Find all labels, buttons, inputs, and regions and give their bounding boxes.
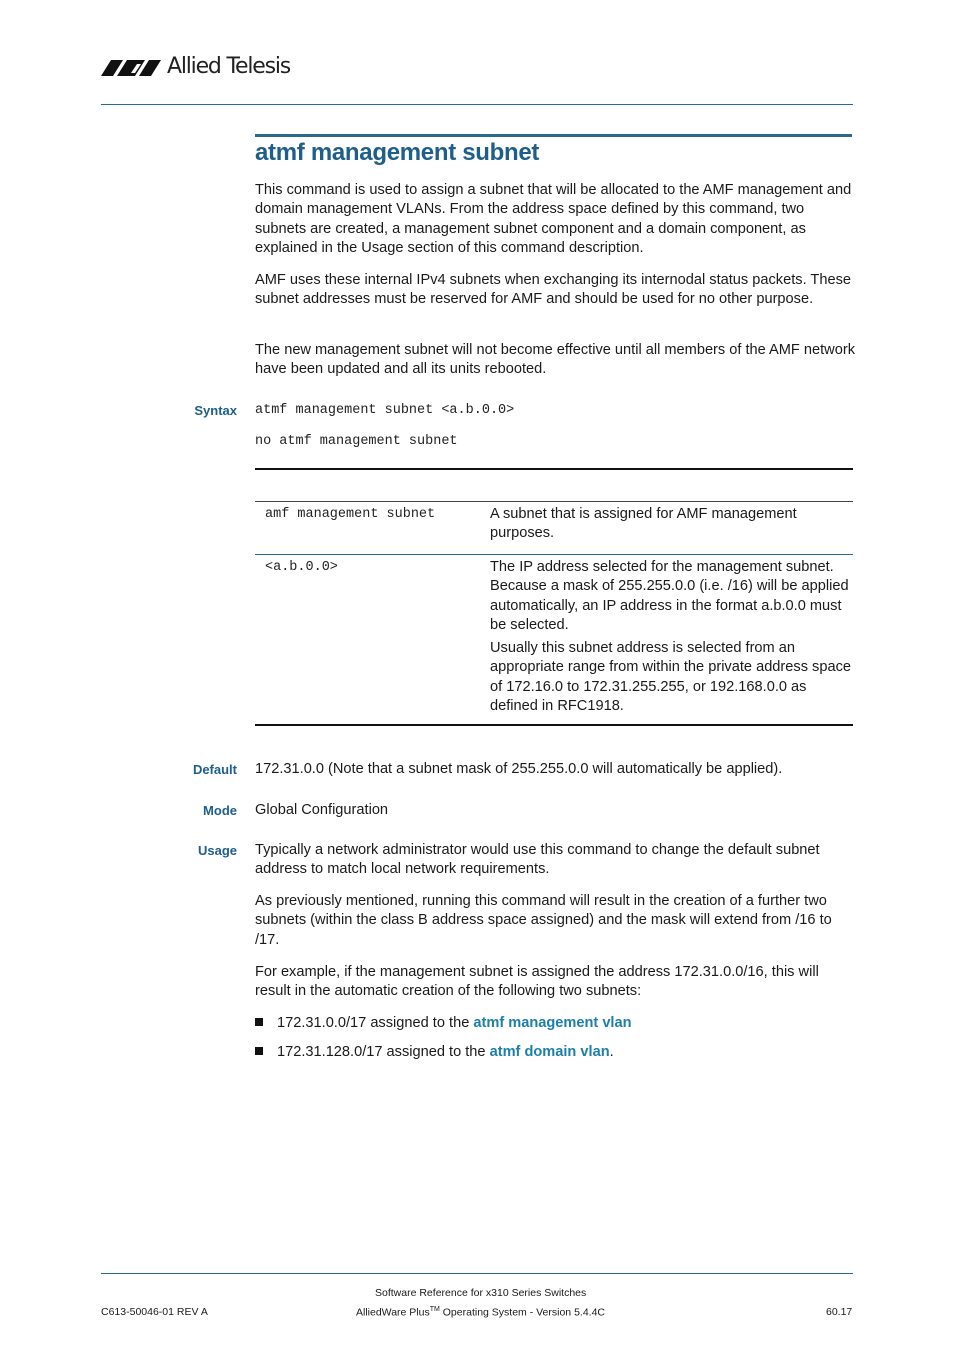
usage-paragraph-1: Typically a network administrator would use this command to change the default subnet address to match local network requirements. xyxy=(255,842,820,878)
footer-os-version xyxy=(356,1306,605,1319)
logo-mark-icon xyxy=(101,56,163,76)
allied-telesis-logo xyxy=(101,50,290,82)
usage-paragraph-3: For example, if the management subnet is assigned the address 172.31.0.0/16, this will result in the automatic creation of the following two subnets: xyxy=(255,964,819,1000)
list-item xyxy=(255,1043,614,1062)
usage-paragraph-2: As previously mentioned, running this command will result in the creation of a further two subnets (within the class B address space assigned) and the mask will extend from /16 to /17. xyxy=(255,893,832,948)
footer-doc-id: C613-50046-01 REV A xyxy=(101,1306,208,1318)
syntax-label: Syntax xyxy=(194,403,237,418)
list-item xyxy=(255,1014,632,1033)
header-rule xyxy=(101,104,853,105)
table-row-1-param: amf management subnet xyxy=(265,507,436,522)
syntax-line-1: atmf management subnet <a.b.0.0> xyxy=(255,403,515,418)
atmf-management-vlan-link[interactable]: atmf management vlan xyxy=(473,1015,632,1031)
usage-label: Usage xyxy=(197,843,237,858)
footer-rule xyxy=(101,1273,853,1274)
table-top-rule xyxy=(255,468,853,470)
title-rule xyxy=(255,134,852,137)
mode-label: Mode xyxy=(203,803,237,818)
list-item-text: 172.31.128.0/17 assigned to the xyxy=(277,1044,490,1060)
footer-trademark: TM xyxy=(429,1306,440,1313)
footer-title: Software Reference for x310 Series Switches xyxy=(375,1287,587,1299)
table-row-2-param: <a.b.0.0> xyxy=(265,560,338,575)
intro-paragraph-2: AMF uses these internal IPv4 subnets when exchanging its internodal status packets. These subnet addresses must be reserved for AMF and should be used for no other purpose. xyxy=(255,272,851,308)
intro-paragraph-3: The new management subnet will not become effective until all members of the AMF network have been updated and all its units rebooted. xyxy=(255,342,855,378)
table-row-2-desc-1: The IP address selected for the management subnet. Because a mask of 255.255.0.0 (i.e. /16) will be applied automatically, an IP address in the format a.b.0.0 must be selected. xyxy=(490,559,849,634)
bullet-square-icon xyxy=(255,1047,263,1055)
table-row-rule xyxy=(255,554,853,555)
table-bottom-rule xyxy=(255,724,853,726)
atmf-domain-vlan-link[interactable]: atmf domain vlan xyxy=(489,1044,610,1060)
logo-text: Allied Telesis xyxy=(167,53,290,79)
footer-os-name: AlliedWare Plus xyxy=(356,1306,430,1319)
default-label: Default xyxy=(192,762,237,777)
table-header-rule xyxy=(255,501,853,502)
footer-os-suffix: Operating System - Version 5.4.4C xyxy=(439,1306,606,1319)
table-row-1-desc: A subnet that is assigned for AMF management purposes. xyxy=(490,506,797,542)
default-text: 172.31.0.0 (Note that a subnet mask of 255.255.0.0 will automatically be applied). xyxy=(255,761,783,777)
list-item-text: 172.31.0.0/17 assigned to the xyxy=(277,1015,474,1031)
table-row-2-desc-2: Usually this subnet address is selected from an appropriate range from within the private address space of 172.16.0 to 172.31.255.255, or 192.168.0.0 as defined in RFC1918. xyxy=(490,640,851,715)
bullet-square-icon xyxy=(255,1018,263,1026)
mode-text: Global Configuration xyxy=(255,802,389,818)
list-item-suffix: . xyxy=(609,1044,614,1060)
intro-paragraph-1: This command is used to assign a subnet that will be allocated to the AMF management and domain management VLANs. From the address space defined by this command, two subnets are created, a management subnet component and a domain component, as explained in the Usage section of this command description. xyxy=(255,182,852,257)
footer-page-number: 60.17 xyxy=(826,1306,853,1318)
syntax-line-2: no atmf management subnet xyxy=(255,434,458,449)
page-title: atmf management subnet xyxy=(255,139,540,166)
